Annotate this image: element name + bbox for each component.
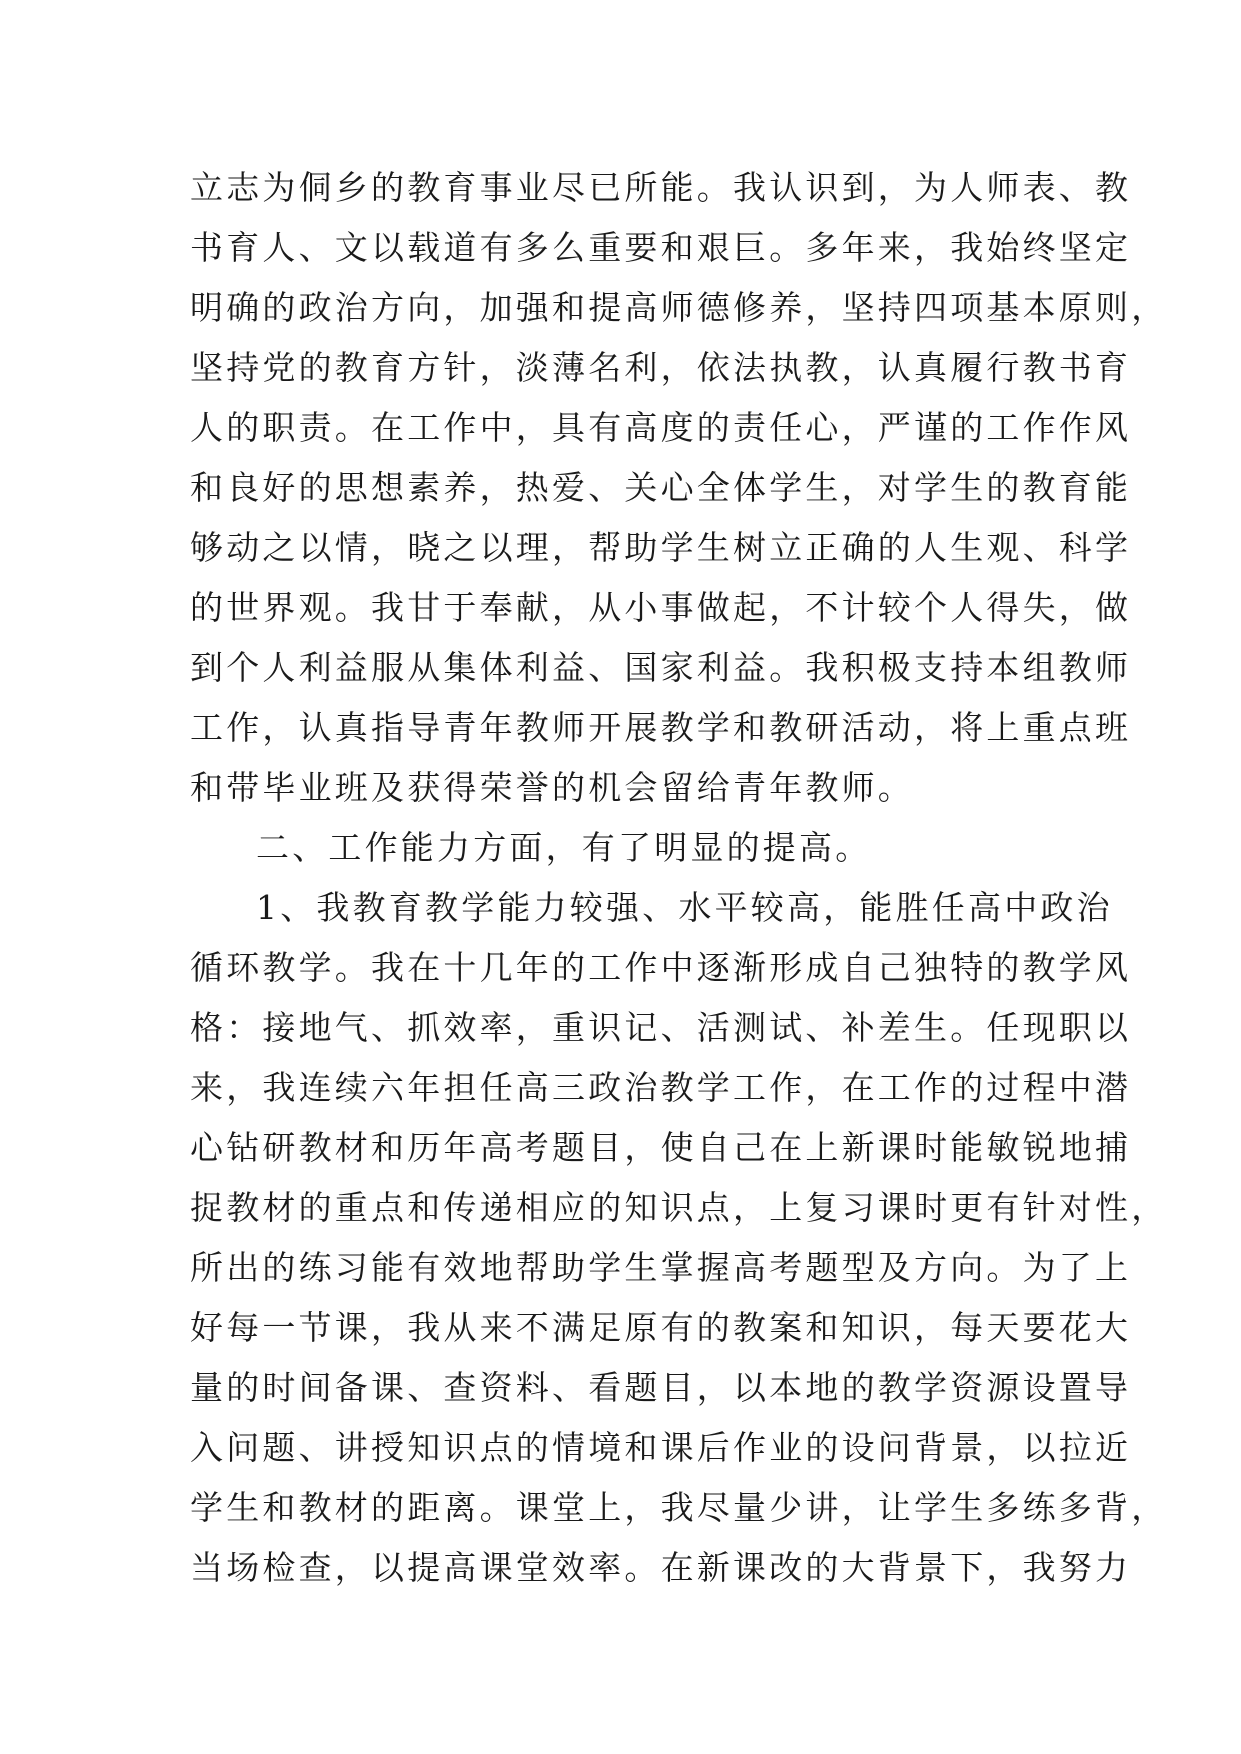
text-line: 坚持党的教育方针，淡薄名利，依法执教，认真履行教书育 [190, 348, 1132, 387]
text-line: 入问题、讲授知识点的情境和课后作业的设问背景，以拉近 [190, 1428, 1132, 1467]
text-line: 和带毕业班及获得荣誉的机会留给青年教师。 [190, 768, 914, 807]
text-line: 来，我连续六年担任高三政治教学工作，在工作的过程中潜 [190, 1068, 1132, 1107]
text-line: 到个人利益服从集体利益、国家利益。我积极支持本组教师 [190, 648, 1132, 687]
text-line: 循环教学。我在十几年的工作中逐渐形成自己独特的教学风 [190, 948, 1132, 987]
text-line: 心钻研教材和历年高考题目，使自己在上新课时能敏锐地捕 [190, 1128, 1132, 1167]
text-line: 捉教材的重点和传递相应的知识点，上复习课时更有针对性， [190, 1188, 1168, 1227]
text-line: 人的职责。在工作中，具有高度的责任心，严谨的工作作风 [190, 408, 1132, 447]
text-line: 书育人、文以载道有多么重要和艰巨。多年来，我始终坚定 [190, 228, 1132, 267]
text-line: 明确的政治方向，加强和提高师德修养，坚持四项基本原则， [190, 288, 1168, 327]
text-line: 所出的练习能有效地帮助学生掌握高考题型及方向。为了上 [190, 1248, 1132, 1287]
section-heading: 二、工作能力方面，有了明显的提高。 [256, 828, 872, 867]
body-text [190, 158, 1168, 1598]
text-line: 格：接地气、抓效率，重识记、活测试、补差生。任现职以 [190, 1008, 1132, 1047]
text-line: 当场检查，以提高课堂效率。在新课改的大背景下，我努力 [190, 1548, 1132, 1587]
text-line: 好每一节课，我从来不满足原有的教案和知识，每天要花大 [190, 1308, 1132, 1347]
text-line: 和良好的思想素养，热爱、关心全体学生，对学生的教育能 [190, 468, 1132, 507]
text-line: 够动之以情，晓之以理，帮助学生树立正确的人生观、科学 [190, 528, 1132, 567]
text-line: 的世界观。我甘于奉献，从小事做起，不计较个人得失，做 [190, 588, 1132, 627]
text-line: 立志为侗乡的教育事业尽已所能。我认识到，为人师表、教 [190, 168, 1132, 207]
text-line: 1、我教育教学能力较强、水平较高，能胜任高中政治 [256, 888, 1113, 927]
text-line: 学生和教材的距离。课堂上，我尽量少讲，让学生多练多背， [190, 1488, 1168, 1527]
text-line: 工作，认真指导青年教师开展教学和教研活动，将上重点班 [190, 708, 1132, 747]
text-line: 量的时间备课、查资料、看题目，以本地的教学资源设置导 [190, 1368, 1132, 1407]
